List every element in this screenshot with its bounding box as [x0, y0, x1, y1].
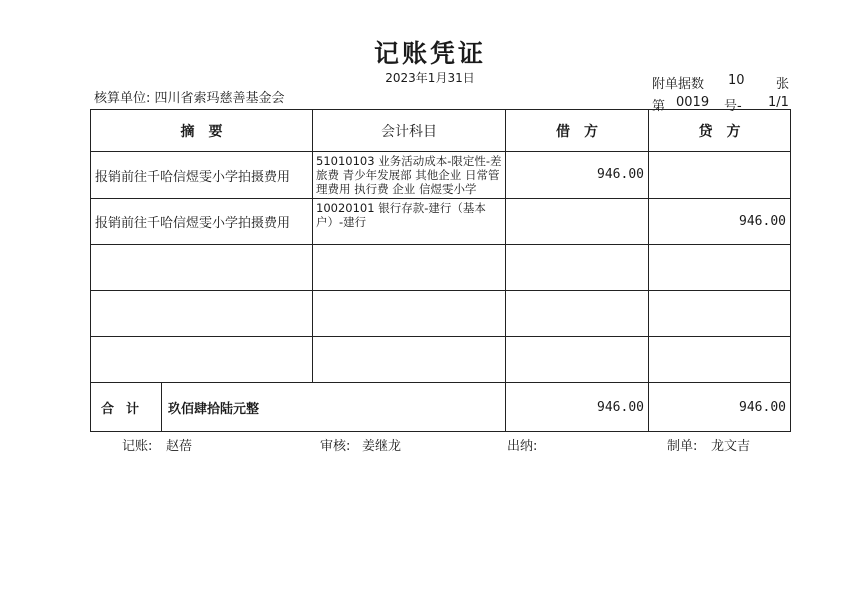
- row-credit: [649, 152, 791, 199]
- reviewer-label: 审核:: [320, 439, 351, 454]
- table-row: [91, 291, 791, 337]
- row-summary: [91, 291, 313, 337]
- row-summary: 报销前往千哈信煜雯小学拍摄费用: [91, 199, 313, 245]
- row-credit: [649, 245, 791, 291]
- total-cell: [91, 383, 506, 432]
- table-row: [91, 337, 791, 383]
- header-summary: 摘 要: [91, 110, 313, 152]
- row-credit: 946.00: [649, 199, 791, 245]
- row-summary: 报销前往千哈信煜雯小学拍摄费用: [91, 152, 313, 199]
- table-row: [91, 152, 791, 199]
- signature-footer: [0, 435, 860, 455]
- header-debit: 借 方: [506, 110, 649, 152]
- voucher-suffix: 号-: [724, 99, 742, 114]
- total-inner: [91, 383, 505, 431]
- row-account: 10020101 银行存款-建行（基本户）-建行: [313, 199, 506, 245]
- voucher-no: 0019: [676, 95, 710, 110]
- table-row: [91, 245, 791, 291]
- voucher-table: [90, 109, 791, 432]
- row-summary: [91, 245, 313, 291]
- row-credit: [649, 291, 791, 337]
- voucher-date: 2023年1月31日: [385, 71, 475, 85]
- bookkeeper-name: 赵蓓: [166, 439, 193, 454]
- bookkeeper-label: 记账:: [122, 439, 153, 454]
- total-debit: 946.00: [506, 383, 649, 432]
- total-label: 合计: [100, 401, 151, 417]
- unit-name: 四川省索玛慈善基金会: [154, 91, 285, 106]
- total-row: [91, 383, 791, 432]
- row-account: [313, 337, 506, 383]
- row-debit: [506, 199, 649, 245]
- header-account: 会计科目: [313, 110, 506, 152]
- accounting-unit: [94, 87, 285, 106]
- row-debit: [506, 337, 649, 383]
- voucher-page: 1/1: [768, 95, 789, 110]
- attach-unit: 张: [776, 77, 790, 92]
- total-credit: 946.00: [649, 383, 791, 432]
- header-credit: 贷 方: [649, 110, 791, 152]
- row-summary: [91, 337, 313, 383]
- row-account: [313, 245, 506, 291]
- voucher-title: 记账凭证: [373, 39, 486, 68]
- total-amount-words: 玖佰肆拾陆元整: [168, 401, 260, 417]
- attachment-count: [652, 73, 790, 92]
- maker-name: 龙文吉: [711, 439, 751, 454]
- maker-label: 制单:: [667, 439, 698, 454]
- row-debit: 946.00: [506, 152, 649, 199]
- row-debit: [506, 291, 649, 337]
- attach-label: 附单据数: [652, 77, 705, 92]
- row-account: 51010103 业务活动成本-限定性-差旅费 青少年发展部 其他企业 日常管理费用 执行费 企业 信煜雯小学: [313, 152, 506, 199]
- row-debit: [506, 245, 649, 291]
- unit-label: 核算单位:: [94, 91, 151, 106]
- cashier-label: 出纳:: [507, 439, 538, 454]
- attach-count: 10: [728, 73, 745, 88]
- voucher-prefix: 第: [652, 99, 666, 114]
- row-credit: [649, 337, 791, 383]
- table-row: [91, 199, 791, 245]
- table-header-row: [91, 110, 791, 152]
- row-account: [313, 291, 506, 337]
- reviewer-name: 姜继龙: [362, 439, 402, 454]
